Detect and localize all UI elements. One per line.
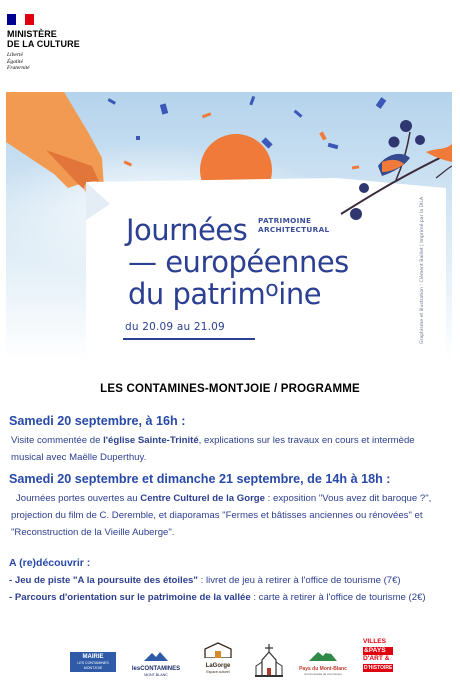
mairie-logo [70, 652, 116, 672]
s2-text-d: "Reconstruction de la Vieille Auberge". [11, 527, 175, 538]
mairie-logo-line3: MONTJOIE [83, 665, 103, 670]
poster-title-line3 [128, 278, 321, 314]
poster-category [258, 216, 329, 234]
s2-text-b: : exposition "Vous avez dit baroque ?", [265, 493, 432, 504]
motto-fraternite: Fraternité [7, 65, 30, 71]
la-gorge-logo-line2: Espace culturel [206, 670, 230, 674]
villes-logo-line3: D'ART & [363, 655, 390, 663]
republic-motto [7, 52, 117, 72]
section-1-body [11, 432, 456, 466]
section-3-body [9, 572, 454, 606]
les-contamines-logo [130, 648, 182, 677]
s1-text-c: musical avec Maëlle Duperthuy. [11, 452, 147, 463]
pays-mont-blanc-logo [299, 648, 347, 676]
villes-logo-line2: &PAYS [363, 647, 393, 656]
section-3-heading: A (re)découvrir : [9, 557, 91, 569]
church-logo [254, 642, 284, 678]
building-icon [203, 642, 233, 658]
ministry-name-line2: DE LA CULTURE [7, 39, 80, 49]
poster-title-line2: — européennes [128, 245, 349, 279]
la-gorge-logo [199, 642, 237, 678]
pays-logo-line1: Pays du Mont-Blanc [299, 666, 347, 672]
poster-title-raised-o: o [265, 277, 279, 302]
poster-dates: du 20.09 au 21.09 [125, 321, 225, 333]
church-icon [254, 642, 284, 678]
motto-liberte: Liberté [7, 52, 23, 58]
mairie-logo-line1: MAIRIE [82, 654, 104, 660]
ministry-name-line1: MINISTÈRE [7, 29, 57, 39]
french-flag-icon [7, 14, 34, 25]
contamines-logo-line1: lesCONTAMINES [131, 666, 181, 672]
poster-title-line1: Journées [126, 213, 248, 247]
programme-title: LES CONTAMINES-MONTJOIE / PROGRAMME [100, 383, 360, 395]
poster-illustration [6, 92, 452, 360]
s3-item1-text: : livret de jeu à retirer à l'office de tourisme (7€) [197, 575, 401, 586]
villes-logo-line1: VILLES [363, 638, 387, 645]
poster-title-part-a: du patrim [128, 277, 266, 311]
s1-church-name: l'église Sainte-Trinité [103, 435, 199, 446]
s2-centre-name: Centre Culturel de la Gorge [140, 493, 266, 504]
poster-credit: Graphisme et illustration : Clément Baillet | Imprimé par la DILA [420, 196, 425, 344]
s3-item2-title: - Parcours d'orientation sur le patrimoine de la vallée [9, 592, 251, 603]
category-line2: ARCHITECTURAL [258, 225, 330, 234]
mairie-logo-line2: LES CONTAMINES [77, 661, 109, 665]
s3-item1-title: - Jeu de piste "A la poursuite des étoiles" [9, 575, 198, 586]
villes-pays-art-logo [363, 638, 393, 680]
s1-text-a: Visite commentée de [11, 435, 104, 446]
s1-text-b: , explications sur les travaux en cours et intermède [198, 435, 415, 446]
villes-logo-line4: D'HISTOIRE [364, 664, 393, 671]
s3-item2-text: : carte à retirer à l'office de tourisme (2€) [250, 592, 426, 603]
s2-text-a: Journées portes ouvertes au [16, 493, 141, 504]
section-1-heading: Samedi 20 septembre, à 16h : [9, 414, 186, 428]
ministry-logo [7, 14, 117, 72]
poster-dates-underline [123, 338, 255, 340]
poster-title-part-b: ine [278, 277, 322, 311]
partner-logos [0, 634, 460, 686]
mountain-icon [144, 651, 168, 661]
category-line1: PATRIMOINE [258, 216, 312, 225]
pays-logo-line2: Communauté de communes [304, 672, 342, 676]
la-gorge-logo-line1: LaGorge [205, 663, 231, 669]
mont-blanc-icon [309, 649, 337, 661]
s2-text-c: projection du film de C. Deremble, et diaporamas "Fermes et bâtisses anciennes ou rénovées" et [11, 510, 423, 521]
section-2-heading: Samedi 20 septembre et dimanche 21 septembre, de 14h à 18h : [9, 472, 391, 486]
section-2-body [11, 490, 456, 541]
motto-egalite: Égalité [7, 58, 23, 65]
contamines-logo-line2: MONT-BLANC [144, 673, 168, 677]
